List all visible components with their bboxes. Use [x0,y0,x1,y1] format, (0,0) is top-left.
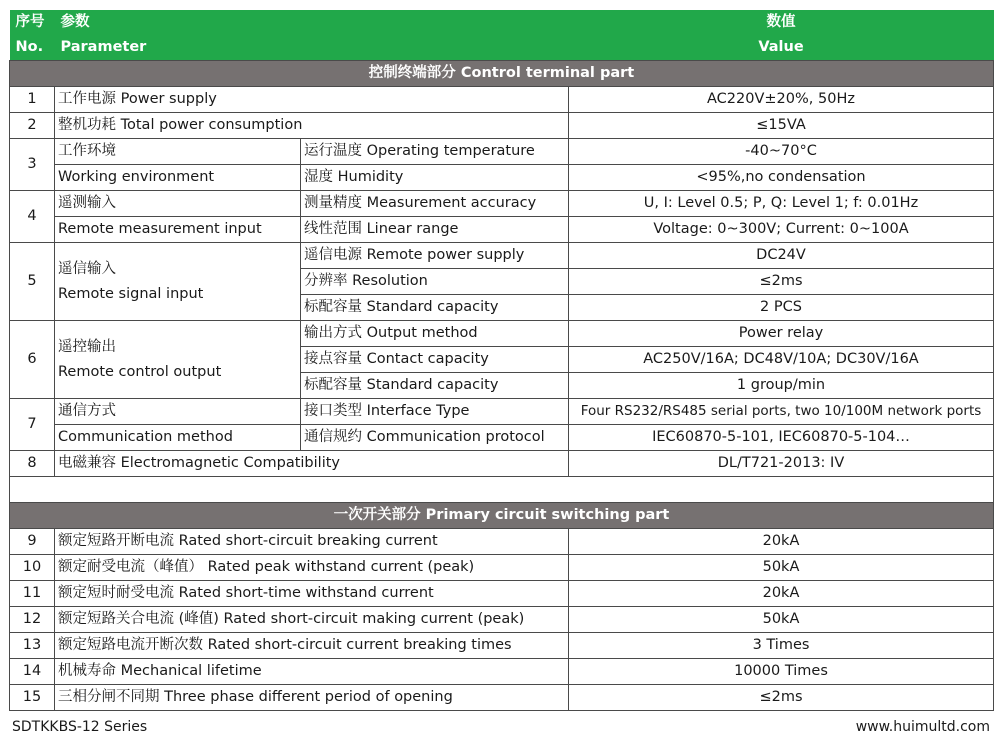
spec-table [9,10,994,711]
section-control-terminal [10,61,994,87]
sub-param-cell: 标配容量 Standard capacity [301,295,569,321]
row-number: 4 [10,191,55,243]
section-title: 一次开关部分 Primary circuit switching part [10,503,994,529]
sub-param-cell: 遥信电源 Remote power supply [301,243,569,269]
blank-cell [10,477,994,503]
table-row [10,321,994,347]
row-number: 5 [10,243,55,321]
row-number: 15 [10,685,55,711]
value-cell: ≤15VA [569,113,994,139]
header-no-cn: 序号 [10,10,55,35]
table-row [10,217,994,243]
section-title: 控制终端部分 Control terminal part [10,61,994,87]
value-cell: 20kA [569,581,994,607]
blank-row [10,477,994,503]
group-label-cn: 工作环境 [55,139,301,165]
value-cell: AC250V/16A; DC48V/10A; DC30V/16A [569,347,994,373]
sub-param-cell: 分辨率 Resolution [301,269,569,295]
header-no-en: No. [10,35,55,61]
row-number: 3 [10,139,55,191]
row-number: 14 [10,659,55,685]
sub-param-cell: 线性范围 Linear range [301,217,569,243]
value-cell: 20kA [569,529,994,555]
group-label [55,243,301,321]
table-row [10,139,994,165]
row-number: 8 [10,451,55,477]
row-number: 9 [10,529,55,555]
sub-param-cell: 接点容量 Contact capacity [301,347,569,373]
value-cell: ≤2ms [569,685,994,711]
value-cell: 50kA [569,555,994,581]
row-number: 11 [10,581,55,607]
value-cell: DC24V [569,243,994,269]
value-cell: U, I: Level 0.5; P, Q: Level 1; f: 0.01Hz [569,191,994,217]
sub-param-cell: 输出方式 Output method [301,321,569,347]
sub-param-cell: 接口类型 Interface Type [301,399,569,425]
group-label-en: Remote signal input [58,285,204,302]
group-label-en: Communication method [55,425,301,451]
param-cell: 额定耐受电流（峰值） Rated peak withstand current (peak) [55,555,569,581]
param-cell: 整机功耗 Total power consumption [55,113,569,139]
value-cell: 3 Times [569,633,994,659]
row-number: 1 [10,87,55,113]
row-number: 2 [10,113,55,139]
value-cell: Voltage: 0~300V; Current: 0~100A [569,217,994,243]
table-row [10,633,994,659]
table-row [10,243,994,269]
footer-series: SDTKKBS-12 Series [12,719,148,735]
footer-website[interactable]: www.huimultd.com [855,719,990,735]
row-number: 10 [10,555,55,581]
value-cell: Four RS232/RS485 serial ports, two 10/100M network ports [569,399,994,425]
row-number: 12 [10,607,55,633]
group-label-cn: 通信方式 [55,399,301,425]
table-row [10,87,994,113]
sub-param-cell: 标配容量 Standard capacity [301,373,569,399]
table-row [10,165,994,191]
sub-param-cell: 湿度 Humidity [301,165,569,191]
table-row [10,555,994,581]
table-row [10,425,994,451]
sub-param-cell: 测量精度 Measurement accuracy [301,191,569,217]
table-row [10,659,994,685]
group-label-en: Remote measurement input [55,217,301,243]
row-number: 13 [10,633,55,659]
table-row [10,581,994,607]
param-cell: 机械寿命 Mechanical lifetime [55,659,569,685]
table-row [10,685,994,711]
value-cell: -40~70°C [569,139,994,165]
param-cell: 三相分闸不同期 Three phase different period of opening [55,685,569,711]
param-cell: 电磁兼容 Electromagnetic Compatibility [55,451,569,477]
group-label-en: Remote control output [58,363,222,380]
param-cell: 额定短路电流开断次数 Rated short-circuit current breaking times [55,633,569,659]
header-row-cn [10,10,994,35]
param-cell: 额定短路关合电流 (峰值) Rated short-circuit making current (peak) [55,607,569,633]
header-param-en: Parameter [55,35,569,61]
table-row [10,191,994,217]
sub-param-cell: 运行温度 Operating temperature [301,139,569,165]
param-cell: 额定短路开断电流 Rated short-circuit breaking current [55,529,569,555]
table-row [10,399,994,425]
group-label-en: Working environment [55,165,301,191]
sub-param-cell: 通信规约 Communication protocol [301,425,569,451]
value-cell: <95%,no condensation [569,165,994,191]
table-row [10,529,994,555]
header-value-cn: 数值 [569,10,994,35]
value-cell: 10000 Times [569,659,994,685]
group-label-cn: 遥信输入 [58,260,116,277]
header-value-en: Value [569,35,994,61]
value-cell: AC220V±20%, 50Hz [569,87,994,113]
value-cell: 2 PCS [569,295,994,321]
param-cell: 额定短时耐受电流 Rated short-time withstand current [55,581,569,607]
row-number: 7 [10,399,55,451]
value-cell: IEC60870-5-101, IEC60870-5-104… [569,425,994,451]
header-row-en [10,35,994,61]
value-cell: 1 group/min [569,373,994,399]
param-cell: 工作电源 Power supply [55,87,569,113]
group-label [55,321,301,399]
value-cell: DL/T721-2013: IV [569,451,994,477]
value-cell: ≤2ms [569,269,994,295]
group-label-cn: 遥测输入 [55,191,301,217]
group-label-cn: 遥控输出 [58,338,116,355]
table-row [10,607,994,633]
header-param-cn: 参数 [55,10,569,35]
section-primary-circuit [10,503,994,529]
table-row [10,113,994,139]
value-cell: 50kA [569,607,994,633]
table-row [10,451,994,477]
value-cell: Power relay [569,321,994,347]
row-number: 6 [10,321,55,399]
